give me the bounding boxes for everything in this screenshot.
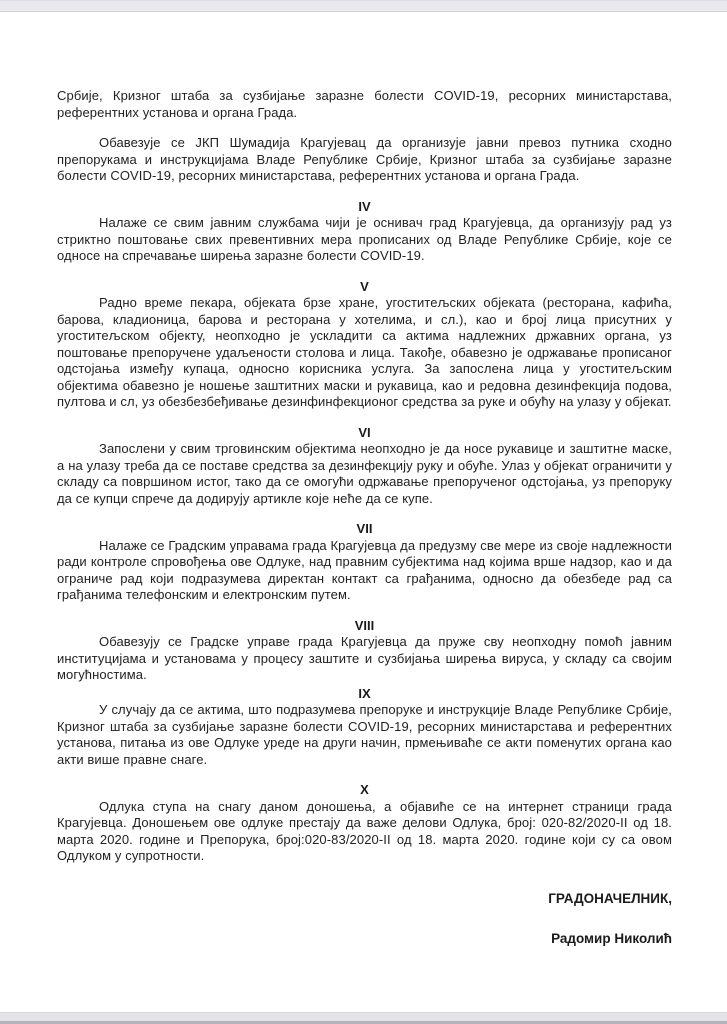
intro-paragraph: Обавезује се ЈКП Шумадија Крагујевац да организује јавни превоз путника сходно препорукама и инструкцијама Владе Републике Србије, Кризног штаба за сузбијање заразне болести COVID-19, ресорних министарстава, референтних установа и органа Града. <box>57 135 672 183</box>
section-x-numeral: X <box>360 782 369 797</box>
section-vi-text: Запослени у свим трговинским објектима неопходно је да носе рукавице и заштитне маске, а на улазу треба да се поставе средства за дезинфекцију руку и обуће. Улаз у објекат ограничити у складу са површином истог, тако да се омогући одржавање препорученог одстојања, уз препоруку да се купци спрече да додирују артикле које неће да се купе. <box>57 441 672 506</box>
section-vii-numeral: VII <box>356 521 373 536</box>
signature-name: Радомир Николић <box>551 931 672 946</box>
viewer-bottom-band <box>0 1012 727 1024</box>
section-x <box>57 782 672 865</box>
section-v-numeral: V <box>360 278 369 294</box>
section-ix-numeral: IX <box>358 685 371 701</box>
section-v <box>57 279 672 411</box>
section-vii <box>57 521 672 604</box>
section-iv-numeral: IV <box>358 198 371 214</box>
section-vi <box>57 425 672 508</box>
signature-block <box>57 891 672 948</box>
section-vii-text: Налаже се Градским управама града Крагујевца да предузму све мере из своје надлежности ради контроле спровођења ове Одлуке, над правним субјектима над којима врше надзор, као и да ограниче рад који подразумева директан контакт са грађанима, односно да обезбеде рад са грађанима телефонским и електронским путем. <box>57 537 673 602</box>
section-viii-text: Обавезују се Градске управе града Крагујевца да пруже сву неопходну помоћ јавним институцијама и установама у процесу заштите и сузбијања ширења вируса, у складу са својим могућностима. <box>57 634 672 682</box>
section-iv <box>57 199 672 265</box>
signature-title: ГРАДОНАЧЕЛНИК, <box>548 890 672 906</box>
section-iv-text: Налаже се свим јавним службама чији је оснивач град Крагујевца, да организују рад уз стриктно поштовање свих превентивних мера прописаних од Владе Републике Србије, које се односе на спречавање ширења заразне болести COVID-19. <box>57 215 672 263</box>
viewer-top-band <box>0 0 727 12</box>
section-ix <box>57 686 672 769</box>
section-ix-text: У случају да се актима, што подразумева препоруке и инструкције Владе Републике Србије, Кризног штаба за сузбијање заразне болести COVID-19, ресорних министарстава и референтних установа, питања из ове Одлуке уреде на други начин, прмењиваће се акти поменутих органа као акти више правне снаге. <box>57 702 672 767</box>
section-vi-numeral: VI <box>358 424 371 440</box>
section-viii-numeral: VIII <box>354 617 375 633</box>
section-x-text: Одлука ступа на снагу даном доношења, а објавиће се на интернет страници града Крагујевца. Доношењем ове одлуке престају да важе делови Одлука, број: 020-82/2020-II од 18. марта 2020. године и Препорука, број:020-83/2020-II од 18. марта 2020. године који су са овом Одлуком у супротности. <box>57 798 672 863</box>
section-viii <box>57 618 672 684</box>
continuation-paragraph: Србије, Кризног штаба за сузбијање заразне болести COVID-19, ресорних министарстава, референтних установа и органа Града. <box>57 88 672 120</box>
document-page <box>0 13 727 1012</box>
section-v-text: Радно време пекара, објеката брзе хране, угоститељских објеката (ресторана, кафића, барова, кладионица, барова и ресторана у хотелима, и сл.), као и број лица присутних у угоститељском објекту, неопходно је ускладити са актима надлежних државних органа, уз поштовање препоручене удаљености столова и лица. Такође, обавезно је одржавање прописаног одстојања између купаца, односно корисника услуга. За запослена лица у угоститељским објектима обавезно је ношење заштитних маски и рукавица, као и редовна дезинфекција подова, пултова и сл, уз обезбезбеђивање дезинфинфекционог средства за руке и обућу на улазу у објекат. <box>57 295 672 409</box>
